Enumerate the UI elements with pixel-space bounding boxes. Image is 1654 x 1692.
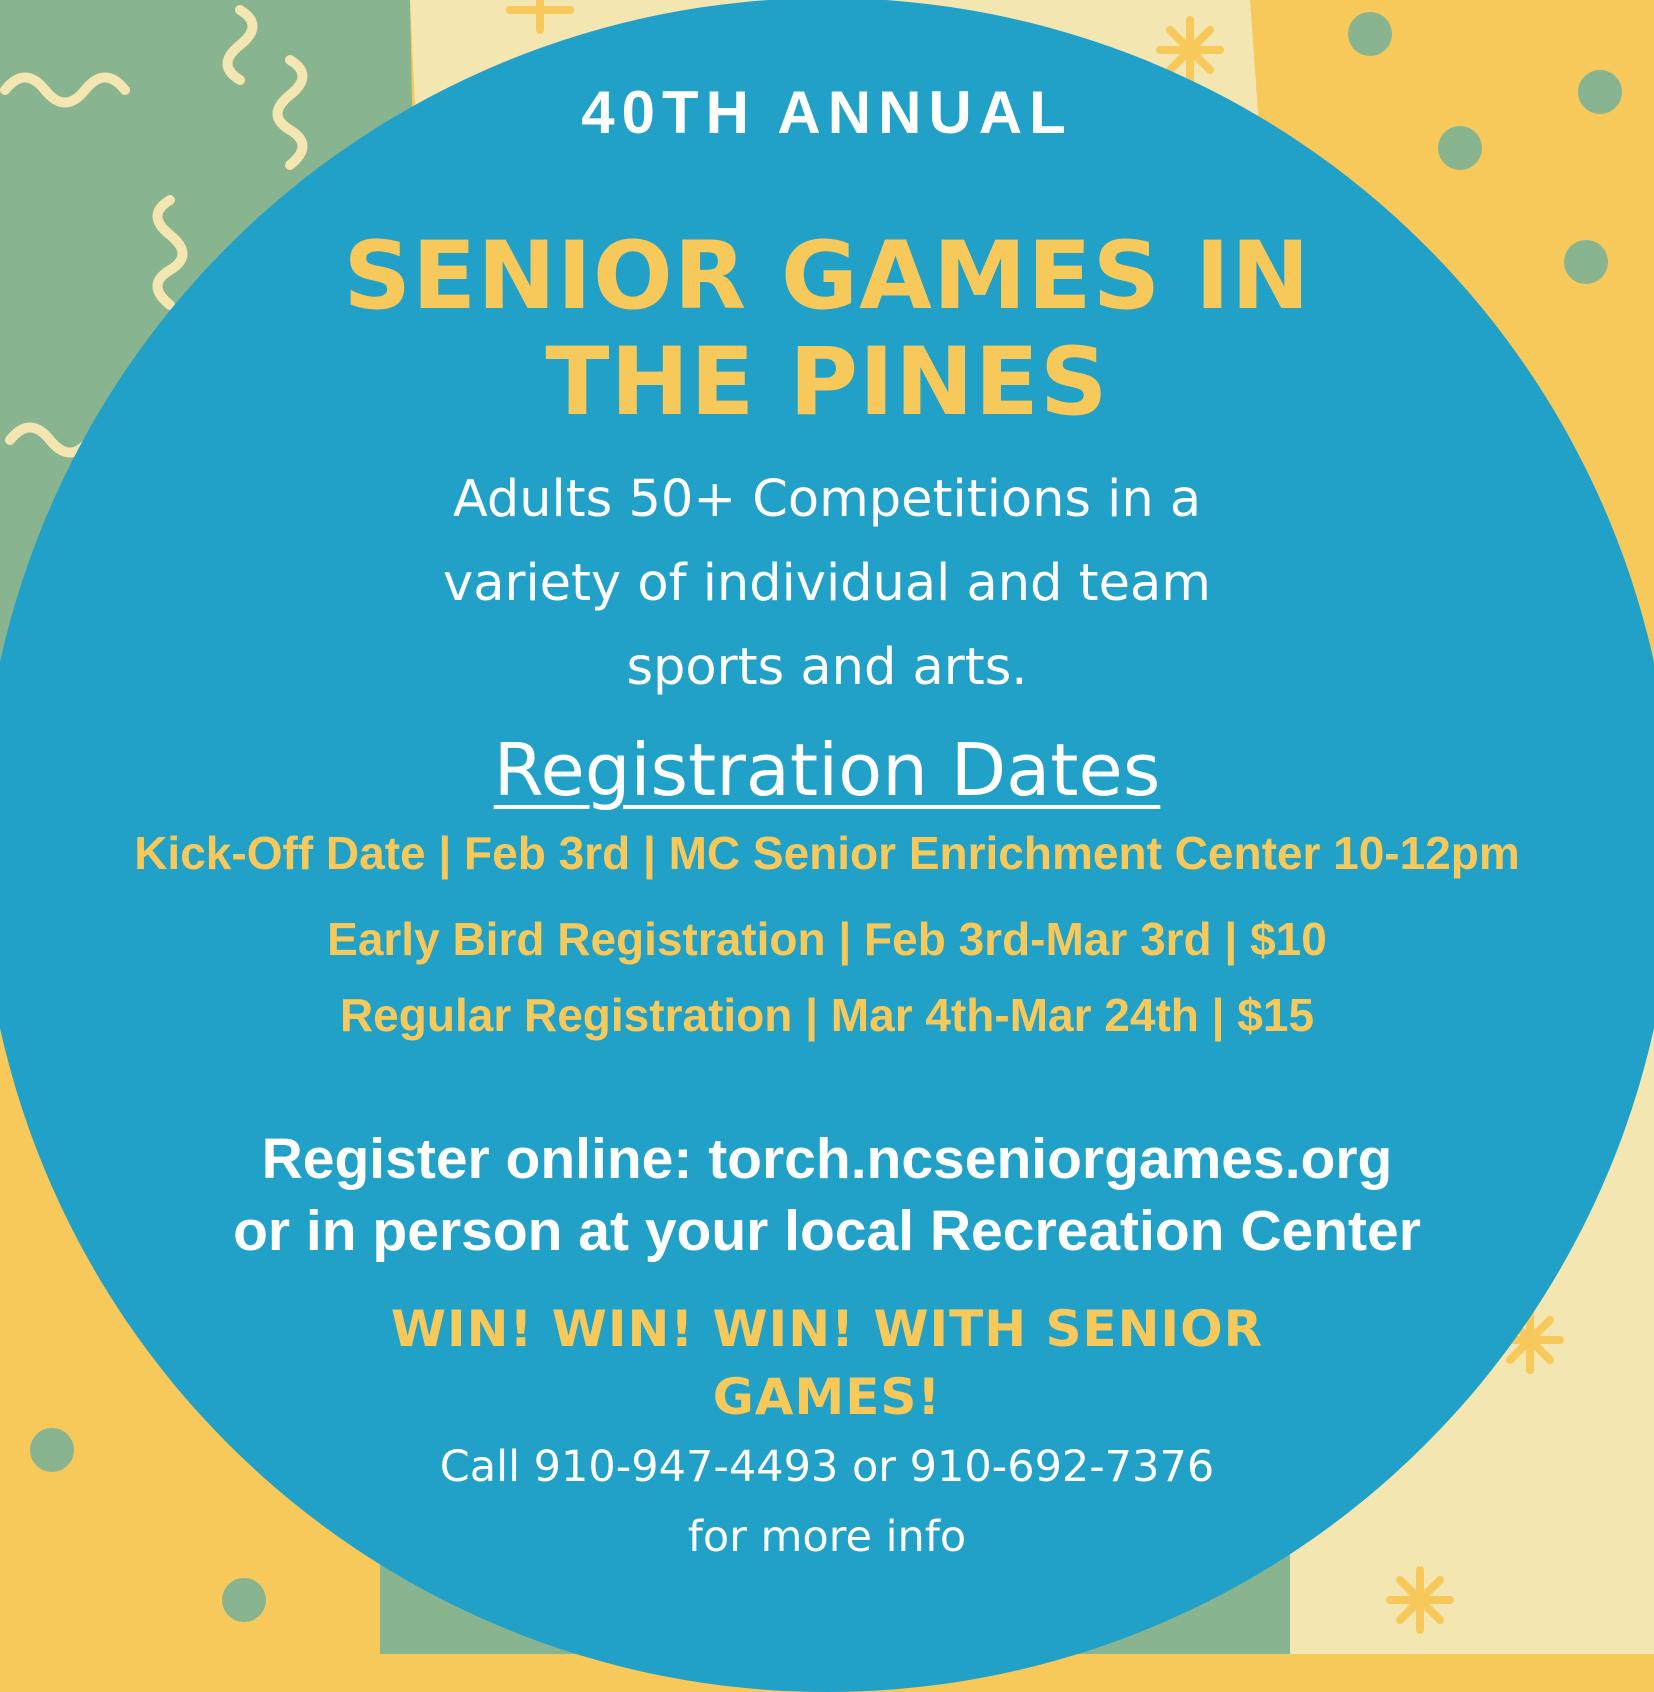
win-slogan-line-2: GAMES! (712, 1368, 942, 1426)
kickoff-date: Kick-Off Date | Feb 3rd | MC Senior Enrichment Center 10-12pm (134, 827, 1520, 879)
registration-heading-text: Registration Dates (493, 728, 1161, 812)
description-line-3: sports and arts. (626, 638, 1028, 697)
early-bird-date: Early Bird Registration | Feb 3rd-Mar 3rd | $10 (327, 913, 1327, 965)
annual-label: 40TH ANNUAL (581, 79, 1073, 146)
register-online: Register online: torch.ncseniorgames.org (261, 1127, 1393, 1191)
description-line-1: Adults 50+ Competitions in a (452, 470, 1202, 529)
regular-date: Regular Registration | Mar 4th-Mar 24th | $15 (339, 989, 1315, 1041)
description-line-2: variety of individual and team (443, 554, 1211, 613)
call-phone: Call 910-947-4493 or 910-692-7376 (439, 1442, 1215, 1492)
register-in-person: or in person at your local Recreation Center (233, 1199, 1421, 1263)
more-info: for more info (687, 1512, 967, 1562)
registration-heading (0, 728, 1654, 812)
title-line-2: THE PINES (545, 328, 1109, 437)
title-line-1: SENIOR GAMES IN (343, 222, 1311, 331)
win-slogan-line-1: WIN! WIN! WIN! WITH SENIOR (390, 1300, 1264, 1358)
